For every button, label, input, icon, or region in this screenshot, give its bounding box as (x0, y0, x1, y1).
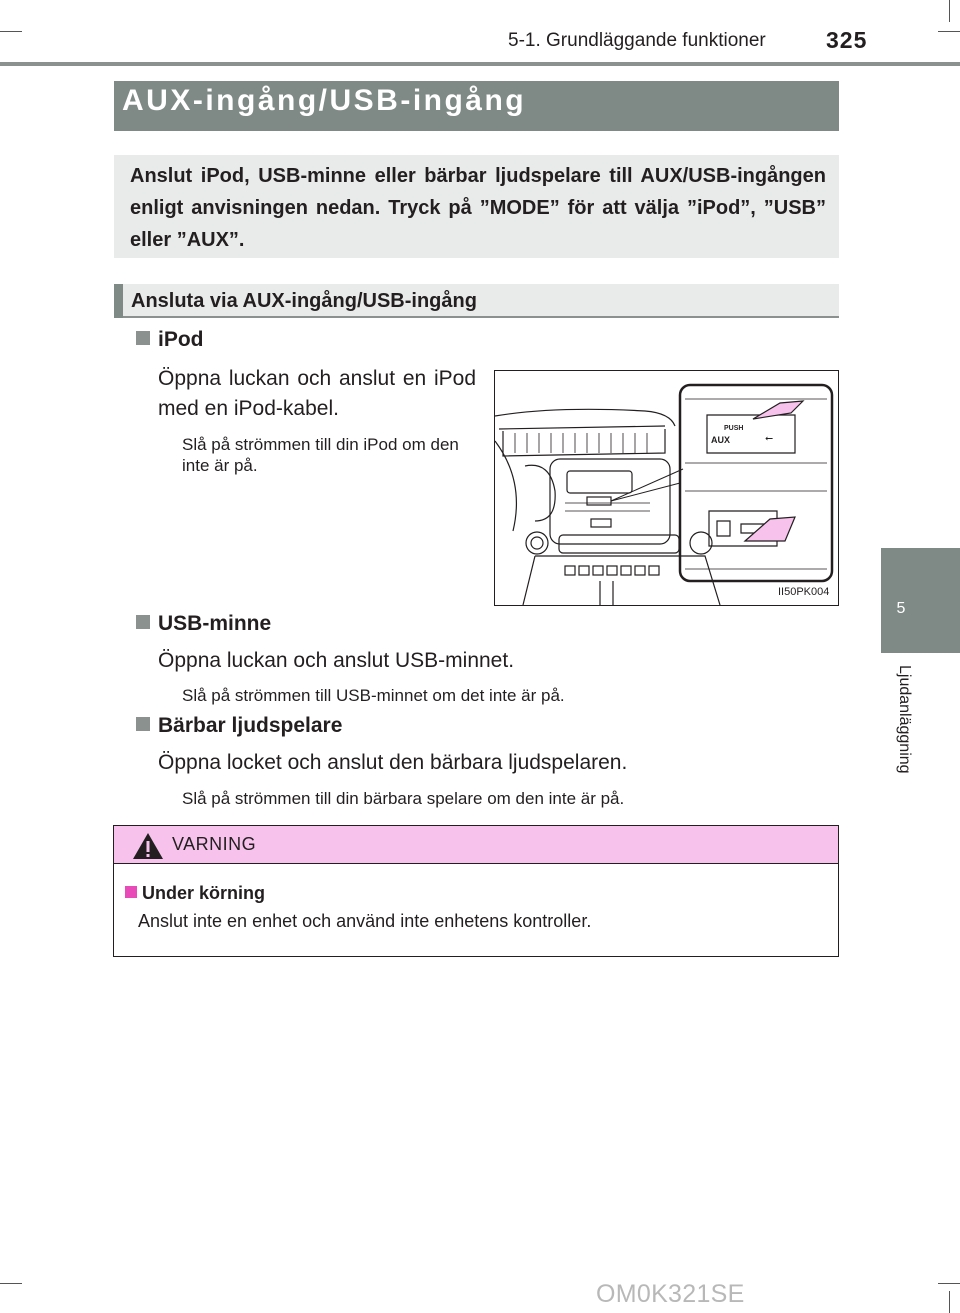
crop-mark (0, 1283, 22, 1284)
item-body-ipod: Öppna luckan och anslut en iPod med en iPod-kabel. (158, 367, 476, 420)
warning-bullet-icon (125, 886, 137, 898)
figure-label-push: PUSH (724, 425, 744, 432)
chapter-number: 5 (896, 600, 906, 617)
item-body-portable: Öppna locket och anslut den bärbara ljudspelaren. (158, 751, 628, 774)
item-heading-ipod: iPod (136, 328, 204, 352)
warning-triangle-icon (132, 832, 164, 860)
warning-body: Anslut inte en enhet och använd inte enhetens kontroller. (138, 911, 592, 931)
intro-text: Anslut iPod, USB-minne eller bärbar ljudspelare till AUX/USB-ingången enligt anvisningen nedan. Tryck på ”MODE” för att välja ”iPod”, ”USB” eller ”AUX”. (130, 165, 826, 251)
bullet-square-icon (136, 331, 150, 345)
subheader: Ansluta via AUX-ingång/USB-ingång (131, 290, 477, 312)
subheader-accent (114, 284, 123, 318)
crop-mark (938, 1283, 960, 1284)
crop-mark (938, 31, 960, 32)
header-rule (0, 62, 960, 66)
page-title: AUX-ingång/USB-ingång (122, 84, 527, 117)
item-note-ipod: Slå på strömmen till din iPod om den inte är på. (182, 435, 459, 475)
item-heading-portable: Bärbar ljudspelare (136, 714, 342, 738)
usb-symbol-icon: ⭠ (765, 433, 773, 444)
figure-label-aux: AUX (711, 435, 731, 445)
section-title: 5-1. Grundläggande funktioner (508, 30, 766, 51)
dashboard-drawing (495, 371, 838, 605)
crop-mark (949, 0, 950, 22)
chapter-label: Ljudanläggning (896, 665, 913, 774)
figure-code: II50PK004 (778, 586, 830, 598)
item-note-portable: Slå på strömmen till din bärbara spelare om den inte är på. (182, 789, 625, 808)
item-heading-usb: USB-minne (136, 612, 271, 636)
warning-subheading: Under körning (125, 883, 265, 904)
footer-watermark: OM0K321SE (596, 1280, 745, 1308)
page-number: 325 (826, 27, 868, 53)
item-note-usb: Slå på strömmen till USB-minnet om det inte är på. (182, 686, 565, 705)
warning-title: VARNING (172, 834, 257, 854)
crop-mark (0, 31, 22, 32)
crop-mark (949, 1291, 950, 1313)
item-body-usb: Öppna luckan och anslut USB-minnet. (158, 649, 515, 672)
bullet-square-icon (136, 615, 150, 629)
bullet-square-icon (136, 717, 150, 731)
aux-usb-illustration (494, 370, 839, 606)
